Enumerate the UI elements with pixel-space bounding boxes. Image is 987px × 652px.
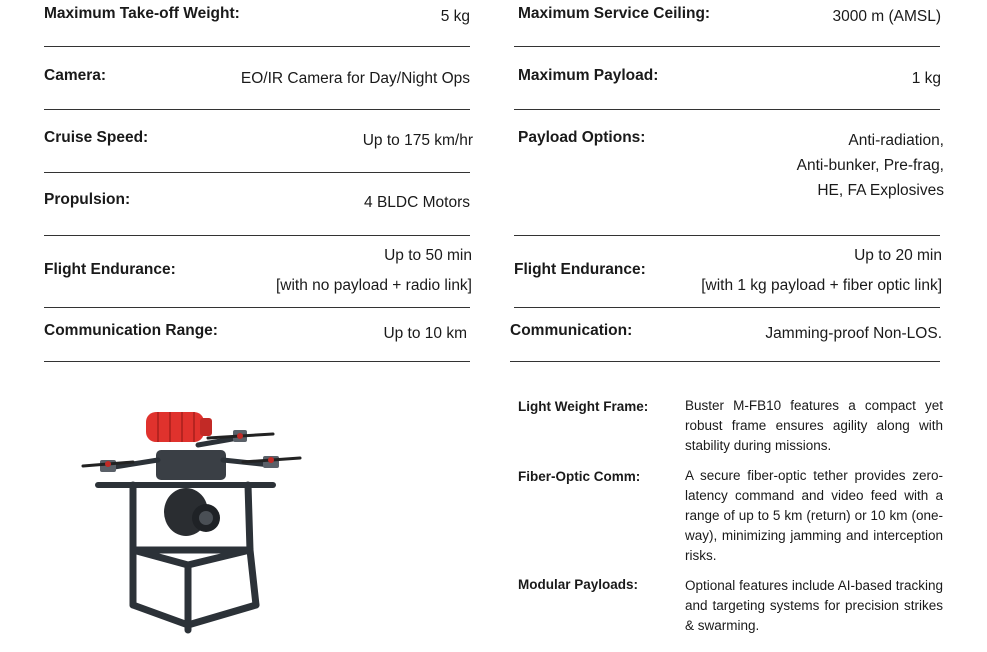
spec-value: Up to 10 km	[383, 325, 467, 342]
spec-row	[44, 4, 470, 32]
spec-value: Anti-radiation,	[848, 132, 944, 149]
spec-label: Communication Range:	[44, 322, 218, 339]
feature-label: Fiber-Optic Comm:	[518, 469, 641, 484]
divider	[514, 307, 940, 308]
feature-text: A secure fiber-optic tether provides zero-latency command and video feed with a range of up to 5 km (return) or 10 km (one-way), minimizing jamming and interception risks.	[685, 468, 943, 563]
spec-label: Propulsion:	[44, 191, 131, 208]
divider	[44, 172, 470, 173]
divider	[514, 46, 940, 47]
spec-value: Up to 175 km/hr	[362, 132, 473, 149]
spec-row	[44, 128, 473, 156]
spec-row	[518, 4, 941, 32]
spec-row	[44, 66, 470, 94]
spec-label: Communication:	[510, 322, 633, 339]
spec-value: 5 kg	[440, 8, 470, 25]
divider	[510, 361, 940, 362]
spec-label: Maximum Service Ceiling:	[518, 5, 711, 22]
spec-row	[44, 190, 470, 218]
divider	[514, 235, 940, 236]
spec-value: HE, FA Explosives	[817, 182, 944, 199]
divider	[514, 109, 940, 110]
divider	[44, 235, 470, 236]
spec-value: 4 BLDC Motors	[364, 194, 470, 211]
feature-item	[518, 466, 943, 568]
spec-value: EO/IR Camera for Day/Night Ops	[240, 70, 470, 87]
drone-image	[78, 400, 308, 640]
spec-value: Up to 50 min	[384, 247, 472, 264]
divider	[44, 46, 470, 47]
spec-label: Flight Endurance:	[514, 261, 646, 278]
spec-row	[514, 243, 942, 301]
spec-value-note: [with no payload + radio link]	[275, 277, 472, 294]
feature-text: Optional features include AI-based tracking and targeting systems for precision strikes & swarming.	[685, 578, 943, 633]
spec-value: 1 kg	[911, 70, 941, 87]
divider	[44, 109, 470, 110]
spec-value: Anti-bunker, Pre-frag,	[796, 157, 944, 174]
spec-row	[510, 321, 942, 349]
spec-label: Maximum Payload:	[518, 67, 659, 84]
spec-label: Cruise Speed:	[44, 129, 149, 146]
feature-item	[518, 396, 943, 458]
spec-label: Camera:	[44, 67, 107, 84]
spec-value: Jamming-proof Non-LOS.	[765, 325, 942, 342]
spec-row	[518, 66, 941, 94]
spec-value: 3000 m (AMSL)	[832, 8, 941, 25]
spec-row	[44, 243, 472, 301]
spec-label: Flight Endurance:	[44, 261, 176, 278]
spec-label: Maximum Take-off Weight:	[44, 5, 240, 22]
spec-value-note: [with 1 kg payload + fiber optic link]	[701, 277, 942, 294]
divider	[44, 307, 470, 308]
spec-label: Payload Options:	[518, 129, 646, 146]
feature-item	[518, 576, 943, 638]
feature-label: Light Weight Frame:	[518, 399, 649, 414]
divider	[44, 361, 470, 362]
feature-label: Modular Payloads:	[518, 577, 639, 592]
spec-row	[44, 321, 467, 349]
payload-red	[146, 412, 212, 442]
spec-row	[518, 128, 944, 208]
spec-value: Up to 20 min	[854, 247, 942, 264]
feature-text: Buster M-FB10 features a compact yet robust frame ensures agility along with stability during missions.	[685, 398, 943, 453]
